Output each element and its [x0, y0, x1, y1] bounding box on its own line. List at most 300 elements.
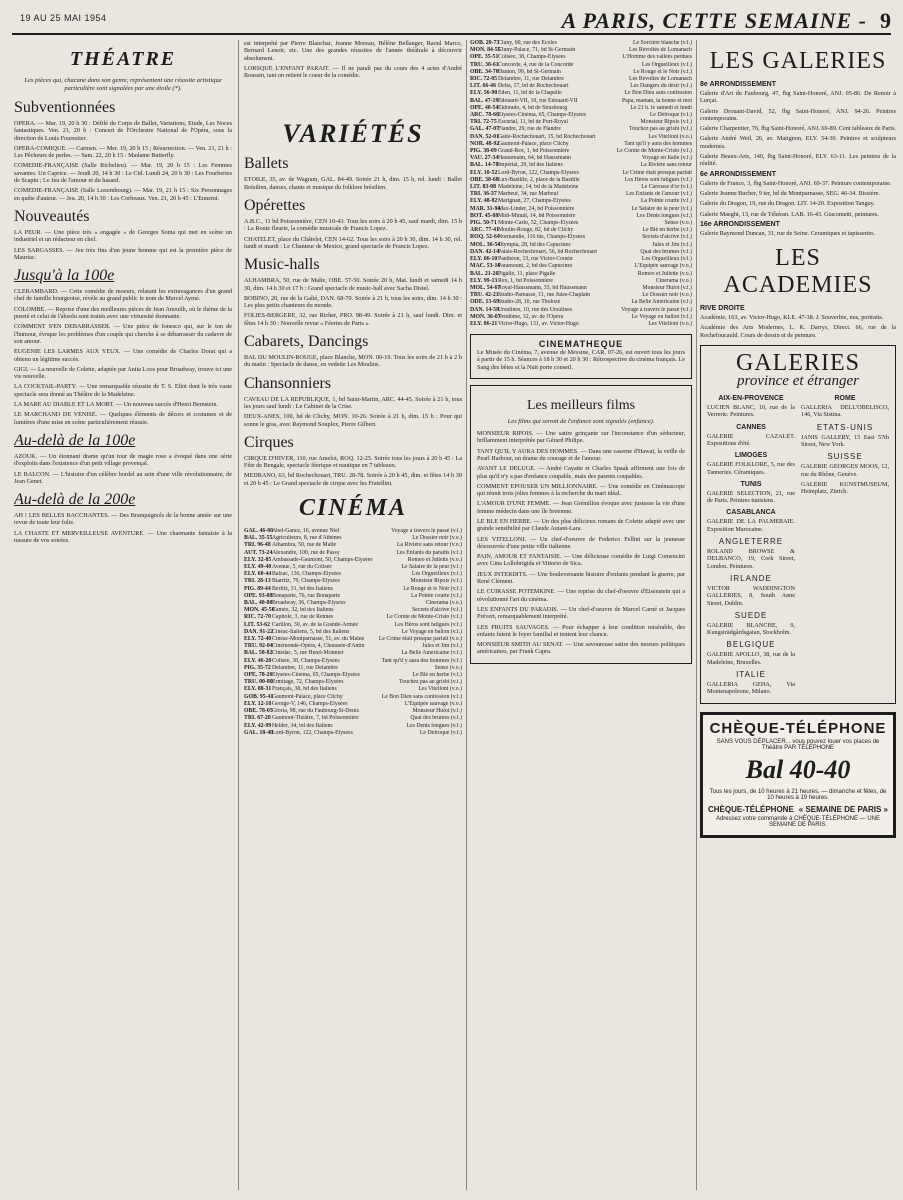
cinema-lhs: Gaumont-Palace, place Clichy [498, 140, 569, 147]
cinema-lhs: Ambassade-Gaumont, 50, Champs-Elysées [272, 556, 373, 563]
city-label: CANNES [736, 423, 766, 431]
best-film: LE BLE EN HERBE. — Un des plus délicieux romans de Colette adapté avec une grande sensibilité par Claude Autant-Lara. [477, 517, 685, 533]
cinema-lhs: Gaumont-Théâtre, 7, bd Poissonnière [272, 715, 359, 722]
cinema-rhs: Le Rouge et le Noir (v.f.) [403, 585, 462, 592]
cinema-lhs: Edouard-VII, 10, rue Edouard-VII [498, 97, 578, 104]
arrondissement-6: 6e ARRONDISSEMENT [700, 170, 776, 178]
city-label: ROME [834, 395, 856, 403]
cinema-code: TRU. 92-04 [244, 643, 273, 650]
masthead-title: A PARIS, CETTE SEMAINE - [561, 8, 867, 33]
listing-alhambra: ALHAMBRA, 50, rue de Malte, OBE. 57-50. Soirée 20 h, Mat. lundi et samedi 14 h 30, dim. 14 h 30 et 17 h : Grand spectacle de music-hall avec Sacha Distel. [244, 277, 462, 292]
cirques-heading: Cirques [244, 433, 294, 451]
province-subheading: province et étranger [737, 373, 859, 390]
gallery-entry: Galerie Maeght, 13, rue de Téhéran. LAB. 16-43. Giacometti, peintures. [700, 210, 879, 218]
cinema-rhs: Le Bon Dieu sans confession (v.f.) [381, 693, 462, 700]
cinema-rhs: Les Orgueilleux (v.f.) [641, 256, 692, 263]
cinema-lhs: Haussmann, 64, bd Haussmann [498, 155, 571, 162]
cinema-code: BAL. 35-55 [244, 535, 273, 542]
cinema-lhs: Grand-Rex, 1, bd Poissonnière [498, 148, 570, 155]
listing-opera: OPERA. — Mar. 19, 20 h 30 : Défilé du Corps de Ballet, Variations, Etude, Les Noces fantastiques. Ven. 21, 20 h : Concert de l'Orchestre National de l'Opéra, sous la direction de Louis Fourestier. [14, 120, 232, 142]
cinema-code: MAR. 31-94 [470, 205, 501, 212]
gallery-entry: Galerie du Dragon, 19, rue du Dragon. LIT. 14-20. Exposition Tanguy. [700, 200, 875, 208]
province-entry: ROLAND BROWSE & DELBANCO, 19, Cork Street, London. Peintures. [707, 548, 795, 570]
cinema-rhs: Secrets d'alcôve (v.f.) [642, 234, 692, 241]
best-film: LES VITELLONI. — Un chef-d'oeuvre de Federico Fellini sur la jeunesse désoeuvrée d'une petite ville italienne. [477, 535, 685, 550]
ad-footer-row [708, 805, 888, 814]
province-entry: LUCIEN BLANC, 10, rue de la Verrerie. Peintures. [707, 404, 795, 419]
cinematheque-title: CINEMATHEQUE [538, 339, 624, 350]
cinema-row [244, 622, 462, 629]
cinema-code: BAL. 21-26 [470, 270, 499, 277]
ad-right-label: « SEMAINE DE PARIS » [798, 804, 888, 814]
cinema-rhs: Voyage à travers le passé (v.f.) [391, 528, 462, 535]
cinema-rhs: Quai des brumes (v.f.) [640, 248, 692, 255]
province-entry: GALERIE GEORGES MOOS, 12, rue du Rhône, Genève. [801, 463, 889, 478]
cinema-code: PIG. 38-09 [470, 148, 497, 155]
cinema-code: DAN. 52-01 [470, 133, 499, 140]
cinema-rhs: Touchez pas au grisbi (v.f.) [399, 679, 462, 686]
cinema-rhs: Les Héros sont fatigués (v.f.) [394, 621, 462, 628]
cinema-lhs: George-V, 146, Champs-Elysées [272, 700, 348, 707]
country-label: ANGLETERRE [718, 537, 784, 547]
cinema-code: TRI. 72-75 [470, 119, 497, 126]
best-film: LES FRUITS SAUVAGES. — Pour échapper à leur condition misérable, des enfants fuient le foyer familial et tentent leur chance. [477, 623, 685, 638]
galeries-heading: LES GALERIES [709, 48, 887, 74]
gallery-entry: Galerie Drouant-David, 52, fbg Saint-Honoré, ANJ. 94-26. Peintres contemporains. [700, 107, 896, 122]
operettes-heading: Opérettes [244, 197, 306, 215]
cinema-row [470, 134, 692, 141]
province-entry: GALERIE SELECTION, 21, rue de Paris. Peintres tunisiens. [707, 489, 795, 505]
cinema-lhs: Studio-28, 10, rue Tholozé [498, 299, 561, 306]
cinema-code: TRU. 38-61 [470, 61, 499, 68]
cinema-row [244, 550, 462, 557]
best-film: LES ENFANTS DU PARADIS. — Un chef-d'oeuvre de Marcel Carné et Jacques Prévert, remarquablement interprété. [477, 605, 685, 621]
cinema-code: GAL. 47-07 [470, 126, 499, 133]
ad-left-label: CHÈQUE-TÉLÉPHONE [708, 804, 794, 814]
province-heading: GALERIES [736, 350, 860, 377]
cinema-code: OBE. 34-70 [470, 68, 499, 75]
cinema-row [244, 571, 462, 578]
cinema-row [470, 98, 692, 105]
best-film: PAIN, AMOUR ET FANTAISIE. — Une délicieuse comédie de Luigi Comencini avec Gina Lollobrigida et Vittorio de Sica. [477, 553, 685, 568]
cinema-code: OPE. 40-54 [470, 104, 499, 111]
cinema-row [470, 105, 692, 112]
listing-bacchantes: AH ! LES BELLES BACCHANTES. — Des Branquignols de la bonne année sur une revue de toute leur folie. [14, 512, 232, 527]
cinema-lhs: Cluny-Palace, 71, bd St-Germain [498, 47, 576, 54]
cinema-code: MON. 36-07 [470, 313, 501, 320]
cinema-lhs: Danton, 99, bd St-Germain [498, 68, 561, 75]
listing-medrano: MEDRANO, 63, bd Rochechouart, TRU. 28-78. Soirée à 20 h 45, dim. et fêtes 14 h 30 et 20 h 45 : Le Grand spectacle de cirque avec les Fratellini. [244, 472, 462, 487]
cinema-rhs: Le Sorcière blanche (v.f.) [632, 40, 692, 46]
listing-marchand: LE MARCHAND DE VENISE. — Quelques éléments de décors et costumes et de lumières d'une mise en scène particulièrement réussie. [14, 411, 232, 426]
cinema-lhs: Ursulines, 10, rue des Ursulines [498, 306, 573, 313]
cinema-code: MOL. 54-67 [470, 284, 501, 291]
cinema-rhs: Les Orgueilleux (v.f.) [641, 61, 692, 68]
cinema-row [470, 234, 692, 241]
cinema-code: PIG. 89-44 [244, 585, 271, 592]
cinema-lhs: Cinémonde-Opéra, 4, Chaussée-d'Antin [272, 643, 365, 650]
cinema-code: MON. 84-55 [470, 47, 501, 54]
page-number: 9 [880, 8, 891, 33]
cinema-row [244, 672, 462, 679]
province-entry: GALERIE DE LA PALMERAIE. Exposition Marocaine. [707, 518, 795, 533]
cinema-row [470, 69, 692, 76]
nouveautes-heading: Nouveautés [14, 207, 90, 225]
listing-comment: COMMENT S'EN DEBARRASSER. — Une pièce de Ionesco qui, sur le ton de l'humour, évoque les problèmes d'un couple qui cherche à se débarrasser du cadavre de son amour. [14, 323, 232, 345]
cinema-rhs: Touchez pas au grisbi (v.f.) [629, 126, 692, 133]
cinema-rhs: Monsieur Ripois (v.f.) [410, 578, 462, 585]
cinema-code: ELY. 99-13 [470, 277, 498, 284]
cinema-row [470, 162, 692, 169]
cinema-code: ARC. 77-41 [470, 227, 499, 234]
cinema-code: OBE. 78-05 [244, 708, 273, 715]
cinema-lhs: Escurial, 11, bd de Port-Royal [498, 119, 568, 126]
ad-title: CHÈQUE-TÉLÉPHONE [709, 719, 887, 737]
listing-colombe: COLOMBE. — Reprise d'une des meilleures pièces de Jean Anouilh, où le thème de la pureté et celui de l'absolu sont traités avec une virtuosité étonnante. [14, 305, 232, 321]
best-films-box [470, 385, 692, 664]
cinema-row [470, 47, 692, 54]
listing-cocktail: LA COCKTAIL-PARTY. — Une remarquable réussite de T. S. Eliot dont le très vaste spectacle sera donné au Théâtre de la Madeleine. [14, 383, 232, 398]
cinema-lhs: Alhambra, 50, rue de Malte [272, 542, 337, 549]
gallery-entry: Galerie de France, 3, fbg Saint-Honoré, ANJ. 69-37. Peinture contemporaine. [700, 179, 892, 187]
column-theatre [14, 40, 232, 1192]
cinema-code: MAC. 53-16 [470, 263, 501, 270]
cinema-lhs: Delambre, 11, rue Delambre [272, 664, 338, 671]
best-film: JEUX INTERDITS. — Une bouleversante histoire d'enfants pendant la guerre, par René Clément. [477, 570, 685, 586]
cinema-row [470, 141, 692, 148]
cinema-row [244, 694, 462, 701]
cinema-lhs: Pigalle, 11, place Pigalle [498, 270, 556, 277]
listing-folies: FOLIES-BERGERE, 32, rue Richer, PRO. 98-49. Soirée à 21 h, sauf lundi. Dim. et fêtes 14 h 30 : Nouvelle revue « Féeries de Paris ». [244, 312, 462, 327]
best-film: COMMENT EPOUSER UN MILLIONNAIRE. — Une comédie en Cinémascope qui réunit trois jolies femmes à la recherche du mari idéal. [477, 482, 685, 498]
cinema-heading: CINÉMA [298, 495, 408, 522]
listing-balcon: LE BALCON. — L'histoire d'un célèbre bordel au sein d'une ville révolutionnaire, de Jean Genet. [14, 470, 232, 485]
cinema-lhs: Paramount, 2, bd des Capucines [498, 263, 573, 270]
cinema-rhs: Voyage en Italie (v.f.) [641, 155, 692, 162]
cinema-row [244, 636, 462, 643]
cinema-lhs: Avenue, 5, rue du Colisée [272, 564, 332, 571]
cinema-code: ELY. 12-18 [244, 700, 272, 707]
cinema-row [244, 715, 462, 722]
cinema-lhs: Delambre, 11, rue Delambre [498, 76, 564, 83]
cinema-code: ODE. 13-69 [470, 299, 499, 306]
gallery-entry: Galerie d'Art du Faubourg, 47, fbg Saint-Honoré, ANJ. 05-86. De Renoir à Lurçat. [700, 90, 896, 105]
cinema-rhs: Le Voyage en ballon (v.f.) [631, 313, 692, 320]
cinema-code: LIT. 53-62 [244, 621, 270, 628]
cinema-code: TRI. 36-37 [470, 191, 497, 198]
cinema-code: TRU. 00-80 [244, 679, 273, 686]
country-label: SUISSE [827, 452, 863, 462]
cinema-lhs: Delta, 17, bd de Rochechouart [498, 83, 569, 90]
cinema-code: PIG. 50-71 [470, 220, 497, 227]
province-entry: GALERIE BLANCHE, 9, Kungsträdgårdsgatan, Stockholm. [707, 621, 795, 637]
province-entry: GALERIE APOLLO, 38, rue de la Madeleine, Bruxelles. [707, 651, 795, 666]
cinema-lhs: Concorde, 4, rue de la Concorde [498, 61, 574, 68]
listing-chatelet: CHATELET, place du Châtelet, CEN 14-62. Tous les soirs à 20 h 30, dim. 14 h 30, rel. lundi et mardi : Le Chanteur de Mexico, grand spectacle de Francis Lopez. [244, 235, 462, 250]
theatre-heading: THÉATRE [69, 48, 177, 70]
cinema-rhs: La Pointe courte (v.f.) [411, 592, 462, 599]
cinema-rhs: Les Enfants du paradis (v.f.) [396, 549, 462, 556]
column-divider [238, 40, 239, 1190]
cinema-code: GAL. 46-00 [244, 528, 273, 535]
cinema-row [470, 112, 692, 119]
cinema-code: TRI. 67-20 [244, 715, 271, 722]
cinema-code: OPE. 93-88 [244, 592, 273, 599]
masthead [0, 0, 903, 32]
cinema-rhs: L'Equipée sauvage (v.o.) [634, 263, 692, 270]
cinema-rhs: Le Carrosse d'or (v.f.) [641, 184, 692, 191]
cinema-lhs: Ermitage, 72, Champs-Elysées [272, 679, 344, 686]
cinema-rhs: Senso (v.o.) [434, 664, 462, 671]
cinema-rhs: L'Equipée sauvage (v.o.) [404, 700, 462, 707]
cinema-code: BAL. 40-80 [244, 600, 273, 607]
cinema-code: ROQ. 52-64 [470, 234, 500, 241]
cinema-row [244, 542, 462, 549]
cinema-rhs: Les Vitelloni (v.o.) [418, 686, 462, 693]
listing-deux-anes: DEUX-ANES, 100, bd de Clichy, MON. 10-26. Soirée à 21 h, dim. 15 h : Pour qui sonne le gras, avec Raymond Souplex, Pierre Gilbert. [244, 413, 462, 428]
cinema-code: DAN. 14-58 [470, 306, 499, 313]
cinema-row [470, 148, 692, 155]
cinema-rhs: Les Orgueilleux (v.f.) [411, 571, 462, 578]
best-film: AVANT LE DELUGE. — André Cayatte et Charles Spaak affirment une fois de plus qu'il n'y a pas d'enfance coupable, mais des parents coupables. [477, 465, 685, 480]
cinema-row [244, 723, 462, 730]
cinema-lhs: Palais-Rochechouart, 56, bd Rochechouart [498, 248, 597, 255]
cinema-rhs: Tant qu'il y aura des hommes (v.f.) [381, 657, 462, 664]
province-columns [707, 390, 889, 699]
cinema-rhs: Cinerama (v.o.) [655, 277, 692, 284]
cinema-lhs: Olympia, 28, bd des Capucines [498, 241, 571, 248]
cinema-row [244, 658, 462, 665]
best-film: LE CUIRASSE POTEMKINE. — Une reprise du chef-d'oeuvre d'Eisenstein qui a révolutionné l'art du cinéma. [477, 588, 685, 603]
cinema-code: TRI. 28-13 [244, 578, 271, 585]
province-entry: JANIS GALLERY, 15 East 57th Street, New York. [801, 433, 889, 448]
cinema-code: ELY. 60-44 [244, 571, 272, 578]
cinema-code: ARC. 78-66 [470, 112, 499, 119]
cinema-lhs: Lux-Bastille, 2, place de la Bastille [498, 176, 580, 183]
cinema-rhs: Les Dents longues (v.f.) [406, 722, 462, 729]
cinema-rhs: La Belle Américaine (v.f.) [631, 299, 692, 306]
cinema-code: DAN. 42-14 [470, 248, 499, 255]
cinema-lhs: Rex, 1, bd Poissonnière [498, 277, 553, 284]
cinematheque-text: Le Musée du Cinéma, 7, avenue de Messine, CAR. 07-26, est ouvert tous les jours à partir de 15 h. Séances à 18 h 30 et 20 h 30 : Rétrospective du cinéma français. Le Sang des bêtes et la Nuit porte conseil. [477, 349, 685, 371]
cinema-rhs: Monsieur Hulot (v.f.) [642, 284, 692, 291]
cinema-code: BAL. 58-82 [244, 650, 273, 657]
cinema-lhs: Gloria, 98, rue du Faubourg-St-Denis [272, 708, 359, 715]
cinema-lhs: Gaîté-Rochechouart, 15, bd Rochechouart [498, 133, 596, 140]
continued-text: est interprété par Pierre Blanchar, Jeanne Moreau, Hélène Bellanger, Raoul Marco, Bernard Lenoir, etc. Une des grandes réussites de l'année théâtrale à découvrir absolument. [244, 40, 462, 62]
cinema-rhs: Voyage à travers le passé (v.f.) [621, 306, 692, 313]
cinema-listing [244, 528, 462, 737]
cinema-code: RIC. 72-05 [470, 76, 498, 83]
cinema-row [470, 299, 692, 306]
cinema-lhs: Berlitz, 31, bd des Italiens [272, 585, 333, 592]
issue-date: 19 AU 25 MAI 1954 [20, 13, 107, 23]
cinema-row [470, 177, 692, 184]
cinema-rhs: La Pointe courte (v.f.) [641, 198, 692, 205]
cinema-rhs: Jules et Jim (v.f.) [422, 643, 462, 650]
ad-phone-number: Bal 40-40 [745, 754, 851, 784]
masthead-rule [12, 33, 891, 35]
cinema-lhs: Balzac, 136, Champs-Elysées [272, 571, 341, 578]
cinema-lhs: Cinéac-Italiens, 5, bd des Italiens [272, 628, 350, 635]
best-films-title: Les meilleurs films [526, 398, 636, 414]
column-cinema [470, 40, 692, 1192]
listing-comedie-richelieu: COMEDIE-FRANÇAISE (Salle Richelieu). — Mar. 19, 20 h 15 : Les Femmes savantes. Un Caprice. — Jeudi 20, 14 h 30 : Le Cid. Lundi 24, 20 h 30 : Les Fourberies de Scapin ; Le Jeu de l'amour et du hasard. [14, 162, 232, 185]
cinema-code: BAL. 47-19 [470, 97, 499, 104]
cinema-rhs: Tant qu'il y aura des hommes [624, 140, 692, 147]
gallery-entry: Galerie Beaux-Arts, 140, fbg Saint-Honoré, ELY. 63-11. Les peintres de la réalité. [700, 153, 896, 168]
cinema-rhs: Les Révoltés de Lomanach [629, 47, 692, 54]
cinema-row [470, 249, 692, 256]
cinema-code: ELY. 49-40 [244, 564, 272, 571]
cinema-rhs: L'Homme des vallées perdues [622, 54, 692, 61]
cinema-rhs: La Belle Américaine (v.f.) [401, 650, 462, 657]
cinema-rhs: Le Salaire de la peur (v.f.) [631, 205, 692, 212]
ad-tagline: SANS VOUS DÉPLACER... vous pouvez louer vos places de Théâtre PAR TÉLÉPHONE [716, 738, 880, 751]
cinema-code: ELY. 66-10 [470, 256, 498, 263]
cinema-lhs: Panthéon, 13, rue Victor-Cousin [498, 256, 573, 263]
cinema-rhs: Le Bon Dieu sans confession [624, 90, 692, 97]
cinema-code: ELY. 42-99 [244, 722, 272, 729]
ad-footer: Adressez votre commande à CHÈQUE-TÉLÉPHONE — UNE SEMAINE DE PARIS. [715, 815, 881, 828]
cinema-row [470, 76, 692, 83]
city-label: LIMOGES [734, 452, 768, 460]
cinema-row [244, 686, 462, 693]
column-galeries [700, 40, 896, 1192]
cinema-row [470, 206, 692, 213]
cinema-rhs: Le Salaire de la peur (v.f.) [401, 564, 462, 571]
listing-chaste: LA CHASTE ET MERVEILLEUSE AVENTURE. — Une charmante fantaisie à la mesure de vos soirées. [14, 529, 232, 544]
rive-droite-label: RIVE DROITE [700, 305, 745, 313]
cinema-rhs: Le Blé en herbe (v.f.) [412, 672, 462, 679]
cinema-lhs: Moulin-Rouge, 82, bd de Clichy [498, 227, 574, 234]
cinema-rhs: Les Enfants de l'amour (v.f.) [625, 191, 692, 198]
cinema-row [470, 213, 692, 220]
province-entry: GALLERIA GEHA, Via Montenapoleone, Milano. [707, 680, 795, 696]
cinema-lhs: Vendôme, 32, av. de l'Opéra [498, 313, 564, 320]
province-entry: GALERIE FOLKLORE, 5, rue des Tanneries. Céramiques. [707, 461, 795, 476]
cinema-lhs: Studio-Parnasse, 11, rue Jules-Chaplain [498, 292, 591, 299]
cinema-rhs: Senso (v.o.) [664, 220, 692, 227]
cinema-rhs: Le Crime était presque parfait (v.o.) [378, 636, 462, 643]
province-box [700, 345, 896, 704]
cinema-lhs: Capitole, 3, rue de Rennes [272, 614, 334, 621]
cinema-lhs: Victor-Hugo, 131, av. Victor-Hugo [498, 320, 579, 327]
cinema-lhs: Cluny, 60, rue des Ecoles [498, 40, 557, 46]
cheque-telephone-ad [700, 712, 896, 838]
jusqua-100-heading: Jusqu'à la 100e [14, 267, 115, 285]
listing-la-mare: LA MARE AU DIABLE ET LA MORT. — Un nouveau succès d'Henri Bernstein. [14, 401, 218, 409]
academies-heading: LES ACADEMIES [723, 245, 873, 299]
cinema-lhs: Caméo, 32, bd des Italiens [272, 607, 334, 614]
cinema-row [244, 535, 462, 542]
column-divider [696, 40, 697, 1190]
cinema-lhs: Agriculteurs, 8, rue d'Athènes [272, 535, 342, 542]
country-label: ETATS-UNIS [816, 422, 874, 432]
listing-enfant-parait: LORSQUE L'ENFANT PARAIT. — Il ne paraît pas du cours des 4 actes d'André Roussin, tant on retient le coeur de la comédie. [244, 64, 462, 80]
cinema-rhs: Monsieur Ripois (v.f.) [640, 119, 692, 126]
cinema-rhs: Les Dangers du désir (v.f.) [630, 83, 692, 90]
cinema-row [470, 198, 692, 205]
gallery-entry: Galerie Jeanne Bucher, 9 ter, bd du Montparnasse, SEG. 46-34. Bissière. [700, 189, 880, 197]
cinema-lhs: Colisée, 38, Champs-Elysées [498, 54, 566, 61]
cinema-code: LIT. 83-08 [470, 184, 496, 191]
cinema-row [244, 643, 462, 650]
cinema-lhs: Madeleine, 14, bd de la Madeleine [498, 184, 579, 191]
cinema-code: ELY. 72-40 [244, 636, 272, 643]
subventionnes-heading: Subventionnées [14, 99, 116, 116]
au-dela-100-heading: Au-delà de la 100e [14, 431, 136, 449]
cinema-lhs: Impérial, 29, bd des Italiens [498, 162, 563, 169]
cinema-row [244, 578, 462, 585]
cinema-code: ELY. 48-82 [470, 198, 498, 205]
best-film: MONSIEUR SMITH AU SENAT. — Une savoureuse satire des moeurs politiques américaines, par Frank Capra. [477, 641, 685, 656]
column-divider [466, 40, 467, 1190]
cinema-row [470, 40, 692, 47]
cinema-row [470, 256, 692, 263]
listing-gigi: GIGI. — La nouvelle de Colette, adaptée par Anita Loos pour Broadway, trouve ici une vie nouvelle. [14, 365, 232, 381]
cinema-rhs: Le Dossier noir (v.o.) [642, 292, 692, 299]
cinema-lhs: Lord-Byron, 122, Champs-Elysées [498, 169, 579, 176]
cinema-row [470, 278, 692, 285]
cinema-lhs: Royal-Haussmann, 33, bd Haussmann [498, 284, 587, 291]
cinema-row [470, 271, 692, 278]
cinema-code: GOB. 20-73 [470, 40, 500, 46]
cinema-row [244, 528, 462, 535]
province-entry: GALLERIA DELL'OBELISCO, 146, Via Sistina. [801, 404, 889, 419]
cinema-row [470, 321, 692, 328]
cinema-lhs: Français, 38, bd des Italiens [272, 686, 337, 693]
cinema-row [470, 314, 692, 321]
cinema-row [470, 155, 692, 162]
cinema-lhs: Carillon, 30, av. de la Grande-Armée [272, 621, 358, 628]
cinema-row [470, 54, 692, 61]
listing-abc: A.B.C., 11 bd Poissonnière, CEN 10-43. Tous les soirs à 20 h 45, sauf mardi, dim. 15 h : La Route fleurie, la comédie musicale de Francis Lopez. [244, 218, 462, 233]
province-entry: GALERIE KUNSTMUSEUM, Heimplatz, Zürich. [801, 480, 889, 496]
gallery-entry: Galerie Charpentier, 76, fbg Saint-Honoré, ANJ. 69-89. Cent tableaux de Paris. [700, 125, 896, 133]
cinema-rhs: Le Dossier noir (v.o.) [412, 535, 462, 542]
cinema-code: ELY. 10-52 [470, 169, 498, 176]
cinema-code: VAU. 27-34 [470, 155, 499, 162]
cinema-rhs: Les Vitelloni (v.o.) [648, 133, 692, 140]
cinema-lhs: Elysées-Cinéma, 65, Champs-Elysées [272, 672, 360, 679]
arrondissement-16: 16e ARRONDISSEMENT [700, 220, 780, 228]
cinema-code: ELY. 32-85 [244, 556, 272, 563]
cinema-row [470, 62, 692, 69]
cinema-lhs: Midi-Minuit, 14, bd Poissonnière [498, 212, 576, 219]
listing-eugenie: EUGENIE LES LARMES AUX YEUX. — Une comédie de Charles Dorat qui a obtenu un légitime succès. [14, 348, 232, 363]
cinema-code: GAL. 18-40 [244, 729, 273, 736]
cinema-code: BOT. 45-88 [470, 212, 499, 219]
chansonniers-heading: Chansonniers [244, 374, 332, 392]
cinema-code: TRU. 42-21 [470, 292, 499, 299]
country-label: ITALIE [736, 669, 766, 679]
cinema-row [470, 220, 692, 227]
cinema-row [470, 83, 692, 90]
country-label: IRLANDE [730, 573, 772, 583]
cinema-rhs: Le 21 h. le samedi et lundi [630, 104, 692, 111]
cinema-lhs: Marignan, 27, Champs-Elysées [498, 198, 571, 205]
cinema-lhs: Broadway, 36, Champs-Elysées [272, 600, 346, 607]
cinema-rhs: Papa, maman, la bonne et moi [621, 97, 692, 104]
cinema-rhs: Le Rouge et le Noir (v.f.) [633, 68, 692, 75]
best-film: L'AMOUR D'UNE FEMME. — Jean Grémillon évoque avec justesse la vie d'une femme médecin dans une île bretonne. [477, 500, 685, 515]
cinema-code: RIC. 72-70 [244, 614, 272, 621]
cinema-rhs: Le Blé en herbe (v.f.) [642, 227, 692, 234]
cinema-code: ELY. 88-31 [244, 686, 272, 693]
listing-etoile: ETOILE, 35, av. de Wagram, GAL. 84-49. Soirée 21 h, dim. 15 h, rel. lundi : Ballet Brésilien, danses, chants et musique du folklore brésilien. [244, 176, 462, 191]
cinema-rhs: Monsieur Hulot (v.f.) [412, 708, 462, 715]
